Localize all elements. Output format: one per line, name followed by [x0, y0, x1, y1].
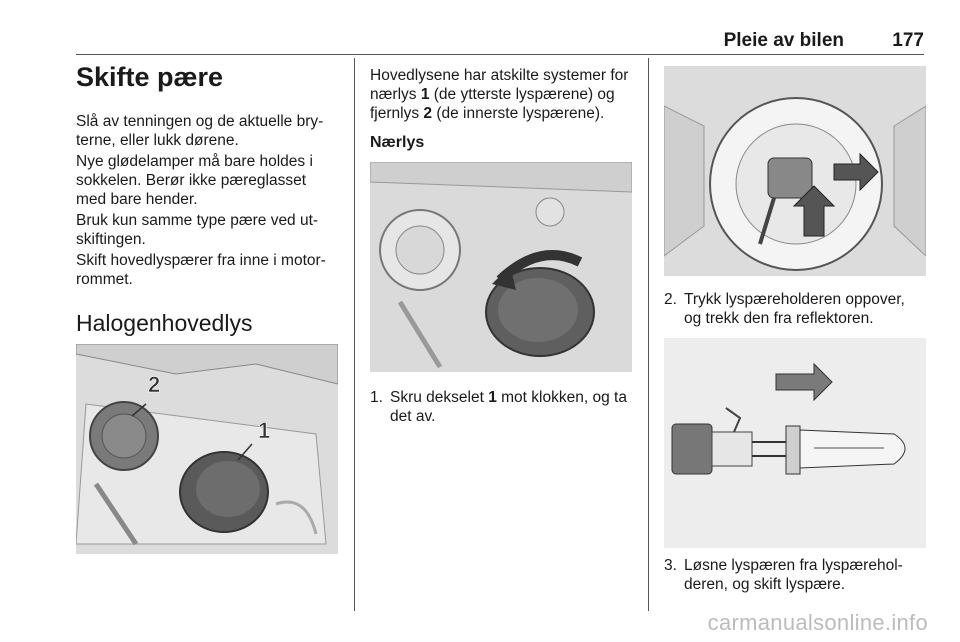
subheading-halogen: Halogenhovedlys — [76, 310, 253, 336]
watermark: carmanualsonline.info — [707, 610, 928, 635]
bulb-holder-illustration — [664, 66, 926, 276]
bulb-replacement-illustration — [664, 338, 926, 548]
paragraph-3: Bruk kun samme type pære ved ut- skiftingen. — [76, 212, 319, 248]
paragraph-4: Skift hovedlyspærer fra inne i motor- rommet. — [76, 252, 326, 288]
step-3: 3. Løsne lyspæren fra lyspærehol- deren, og skift lyspære. — [664, 557, 903, 593]
paragraph-2: Nye glødelamper må bare holdes i sokkelen. Berør ikke pæreglasset med bare hender. — [76, 153, 313, 208]
section-heading: Skifte pære — [76, 62, 224, 92]
low-beam-cover-illustration — [370, 162, 632, 372]
page-number: 177 — [892, 30, 924, 51]
intro-paragraph: Hovedlysene har atskilte systemer for nærlys 1 (de ytterste lyspærene) og fjernlys 2 (de innerste lyspærene). — [370, 67, 629, 122]
figure-label-1: 1 — [258, 418, 271, 443]
page-header — [76, 30, 924, 52]
heading-low-beam: Nærlys — [370, 134, 425, 151]
section-title: Pleie av bilen — [723, 30, 844, 51]
figure-label-2: 2 — [148, 372, 161, 397]
column-divider-1 — [354, 58, 355, 611]
step-2: 2. Trykk lyspæreholderen oppover, og trekk den fra reflektoren. — [664, 291, 905, 327]
paragraph-1: Slå av tenningen og de aktuelle bry- terne, eller lukk dørene. — [76, 113, 324, 149]
header-rule — [76, 54, 924, 55]
step-1: 1. Skru dekselet 1 mot klokken, og ta det av. — [370, 389, 627, 425]
headlamp-rear-illustration — [76, 344, 338, 554]
column-divider-2 — [648, 58, 649, 611]
